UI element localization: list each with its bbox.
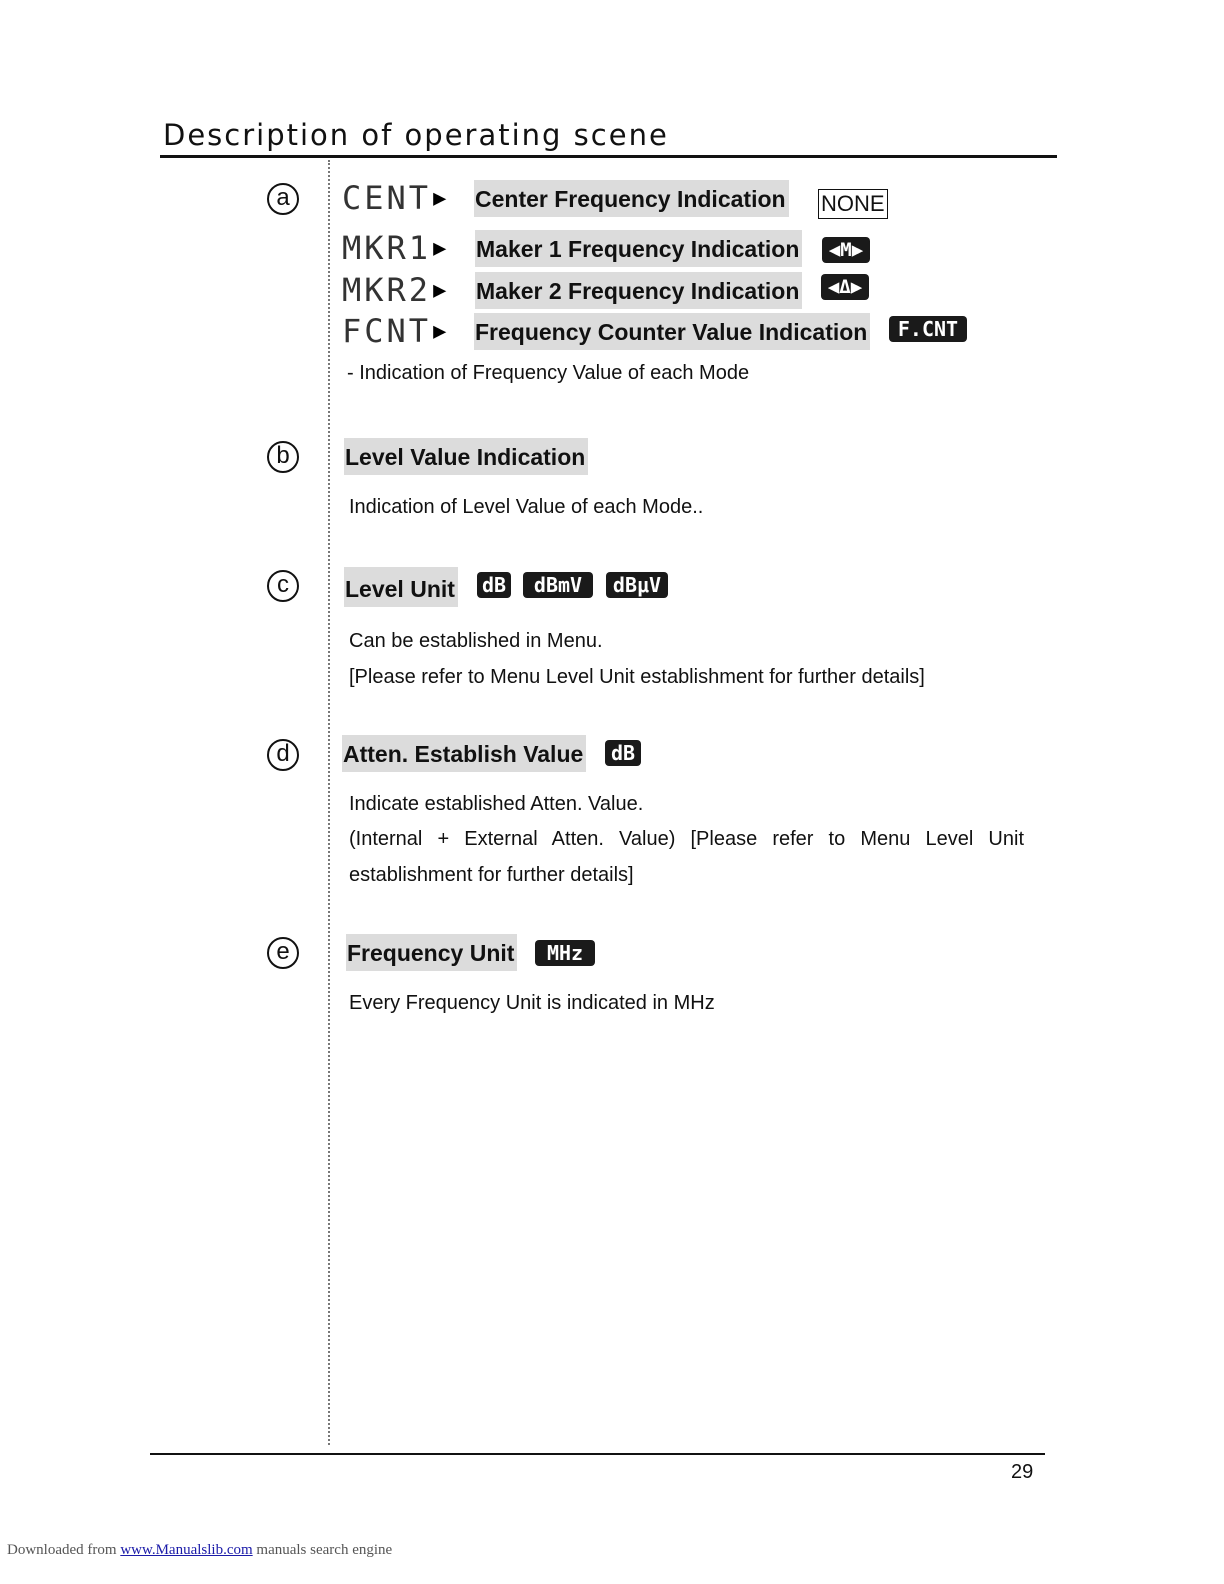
maker2-frequency-label: Maker 2 Frequency Indication <box>475 272 802 309</box>
level-unit-description: Can be established in Menu. <box>349 630 603 652</box>
marker-m-badge-icon: ◀M▶ <box>822 237 870 263</box>
db-atten-badge-icon: dB <box>605 740 641 766</box>
atten-establish-heading: Atten. Establish Value <box>342 735 586 772</box>
arrow-right-icon: ▶ <box>433 319 447 344</box>
mhz-badge-icon: MHz <box>535 940 595 966</box>
frequency-unit-description: Every Frequency Unit is indicated in MHz <box>349 992 715 1014</box>
section-marker-a: a <box>267 183 299 215</box>
lcd-text: CENT <box>342 179 432 217</box>
dbmv-unit-badge-icon: dBmV <box>523 572 593 598</box>
lcd-fcnt-indicator <box>342 313 446 350</box>
lcd-cent-indicator <box>342 180 446 217</box>
atten-reference: (Internal + External Atten. Value) [Please refer to Menu Level Unit establishment for further details] <box>349 828 1024 886</box>
atten-description: Indicate established Atten. Value. <box>349 793 644 815</box>
lcd-text: MKR1 <box>342 229 432 267</box>
fcnt-badge-icon: F.CNT <box>889 316 967 342</box>
download-footer <box>7 1542 392 1559</box>
frequency-counter-label: Frequency Counter Value Indication <box>474 313 870 350</box>
bottom-divider <box>150 1453 1045 1455</box>
dbuv-unit-badge-icon: dBμV <box>606 572 668 598</box>
section-marker-b: b <box>267 441 299 473</box>
badge-text: M <box>840 239 852 261</box>
frequency-note: - Indication of Frequency Value of each Mode <box>347 362 750 384</box>
level-unit-heading: Level Unit <box>344 567 458 607</box>
page-number: 29 <box>1011 1461 1034 1483</box>
title-divider <box>160 155 1057 158</box>
none-tag: NONE <box>818 189 888 219</box>
maker1-frequency-label: Maker 1 Frequency Indication <box>475 230 802 267</box>
level-value-heading: Level Value Indication <box>344 438 588 475</box>
dotted-vertical-divider <box>328 160 330 1445</box>
arrow-right-icon: ▶ <box>433 278 447 303</box>
lcd-mkr2-indicator <box>342 272 446 309</box>
level-unit-reference: [Please refer to Menu Level Unit establishment for further details] <box>349 666 925 688</box>
page-title: Description of operating scene <box>163 118 669 152</box>
arrow-right-icon: ▶ <box>433 186 447 211</box>
section-marker-e: e <box>267 937 299 969</box>
marker-delta-badge-icon: ◀Δ▶ <box>821 274 869 300</box>
lcd-text: MKR2 <box>342 271 432 309</box>
badge-text: Δ <box>839 276 851 298</box>
lcd-mkr1-indicator <box>342 230 446 267</box>
level-value-description: Indication of Level Value of each Mode.. <box>349 496 704 518</box>
manualslib-link[interactable]: www.Manualslib.com <box>120 1542 253 1558</box>
center-frequency-label: Center Frequency Indication <box>474 180 789 217</box>
arrow-right-icon: ▶ <box>433 236 447 261</box>
section-marker-d: d <box>267 739 299 771</box>
footer-prefix: Downloaded from <box>7 1542 117 1558</box>
lcd-text: FCNT <box>342 312 432 350</box>
footer-suffix: manuals search engine <box>256 1542 393 1558</box>
section-marker-c: c <box>267 570 299 602</box>
frequency-unit-heading: Frequency Unit <box>346 934 517 971</box>
db-unit-badge-icon: dB <box>477 572 511 598</box>
